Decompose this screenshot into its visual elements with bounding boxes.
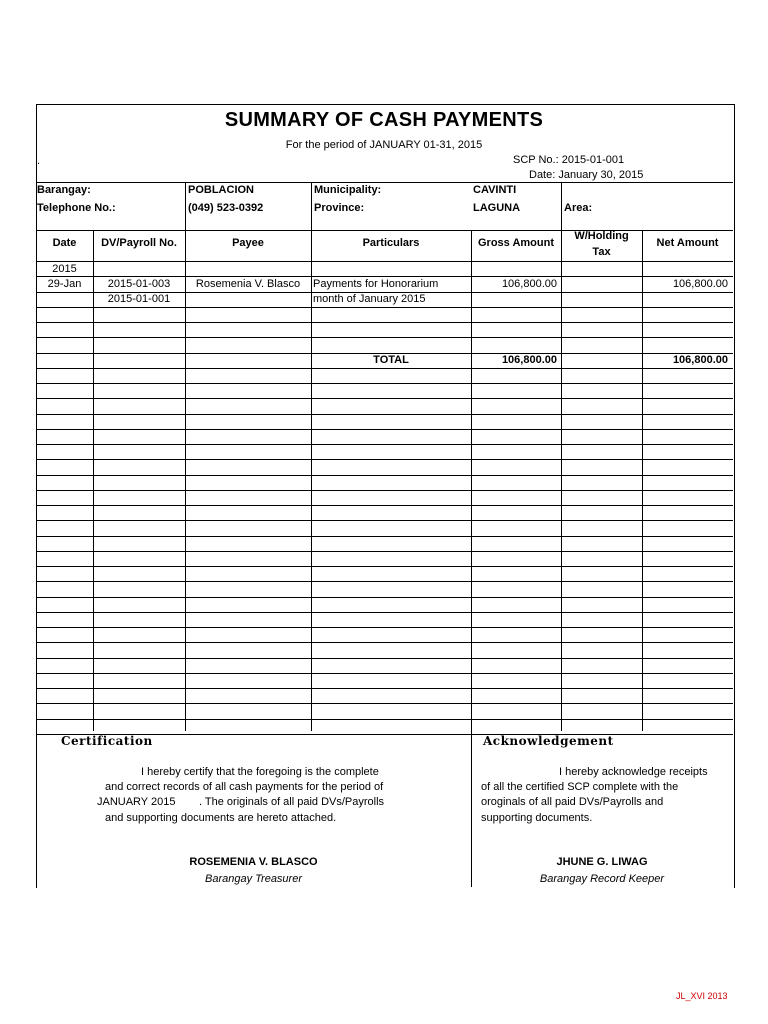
table-column-rule: [311, 230, 312, 731]
table-row-rule: [36, 581, 733, 582]
table-row-rule: [36, 688, 733, 689]
barangay-value: POBLACION: [188, 184, 254, 196]
table-row-rule: [36, 642, 733, 643]
table-row-rule: [36, 703, 733, 704]
table-row-rule: [36, 612, 733, 613]
barangay-label: Barangay:: [37, 184, 91, 196]
cell-dv: 2015-01-001: [107, 293, 171, 305]
column-header-payee: Payee: [232, 237, 264, 249]
treasurer-name: ROSEMENIA V. BLASCO: [189, 856, 318, 868]
acknowledgement-title: Acknowledgement: [483, 734, 614, 748]
cell-dv: 2015-01-003: [107, 278, 171, 290]
table-row-rule: [36, 551, 733, 552]
cell-payee: Rosemenia V. Blasco: [195, 278, 301, 290]
column-header-gross: Gross Amount: [478, 237, 554, 249]
certification-period: JANUARY 2015: [97, 796, 176, 808]
info-top-rule: [36, 182, 733, 183]
table-row-rule: [36, 337, 733, 338]
cell-particulars: month of January 2015: [313, 293, 426, 305]
table-row-rule: [36, 398, 733, 399]
column-header-particulars: Particulars: [362, 237, 420, 249]
table-column-rule: [561, 230, 562, 731]
cell-gross: 106,800.00: [501, 278, 557, 290]
footer-code: JL_XVI 2013: [676, 991, 728, 1001]
table-row-rule: [36, 414, 733, 415]
certification-text: and correct records of all cash payments for the period of: [105, 781, 384, 793]
treasurer-role: Barangay Treasurer: [204, 873, 302, 885]
certification-text: and supporting documents are hereto attached.: [105, 812, 337, 824]
info-divider: [311, 182, 312, 230]
acknowledgement-text: I hereby acknowledge receipts: [559, 766, 708, 778]
table-row-rule: [36, 673, 733, 674]
info-divider: [185, 182, 186, 230]
column-header-wtax: W/Holding: [574, 230, 629, 242]
table-row-rule: [36, 368, 733, 369]
table-row-rule: [36, 475, 733, 476]
table-header-rule: [36, 261, 733, 262]
table-row-rule: [36, 627, 733, 628]
total-gross: 106,800.00: [501, 354, 557, 366]
cell-date: 29-Jan: [47, 278, 82, 290]
acknowledgement-text: oroginals of all paid DVs/Payrolls and: [481, 796, 664, 808]
table-row-rule: [36, 520, 733, 521]
telephone-label: Telephone No.:: [37, 202, 116, 214]
table-row-rule: [36, 429, 733, 430]
document-date: Date: January 30, 2015: [529, 169, 644, 181]
municipality-value: CAVINTI: [473, 184, 517, 196]
certification-text: I hereby certify that the foregoing is the complete: [141, 766, 379, 778]
table-row-rule: [36, 505, 733, 506]
acknowledgement-text: of all the certified SCP complete with the: [481, 781, 679, 793]
table-row-rule: [36, 444, 733, 445]
table-row-rule: [36, 719, 733, 720]
table-column-rule: [642, 230, 643, 731]
info-divider: [561, 182, 562, 230]
telephone-value: (049) 523-0392: [188, 202, 264, 214]
period-text: For the period of JANUARY 01-31, 2015: [285, 139, 483, 151]
table-row-rule: [36, 658, 733, 659]
column-header-net: Net Amount: [656, 237, 719, 249]
column-header-dv: DV/Payroll No.: [101, 237, 177, 249]
cell-net: 106,800.00: [672, 278, 728, 290]
cell-date: 2015: [52, 263, 77, 275]
table-row-rule: [36, 566, 733, 567]
certification-title: Certification: [61, 734, 153, 748]
record-keeper-role: Barangay Record Keeper: [539, 873, 665, 885]
total-net: 106,800.00: [672, 354, 728, 366]
area-label: Area:: [564, 202, 593, 214]
scp-number: SCP No.: 2015-01-001: [513, 154, 625, 166]
province-label: Province:: [314, 202, 365, 214]
record-keeper-name: JHUNE G. LIWAG: [556, 856, 648, 868]
table-row-rule: [36, 597, 733, 598]
table-row-rule: [36, 490, 733, 491]
cell-particulars: Payments for Honorarium: [313, 278, 439, 290]
table-column-rule: [185, 230, 186, 731]
table-row-rule: [36, 307, 733, 308]
table-row-rule: [36, 536, 733, 537]
municipality-label: Municipality:: [314, 184, 382, 196]
total-label: TOTAL: [373, 354, 409, 366]
page-title: SUMMARY OF CASH PAYMENTS: [224, 109, 544, 131]
acknowledgement-text: supporting documents.: [481, 812, 593, 824]
table-row-rule: [36, 383, 733, 384]
table-row-rule: [36, 322, 733, 323]
province-value: LAGUNA: [473, 202, 521, 214]
dot-mark: .: [37, 155, 41, 167]
column-header-date: Date: [52, 237, 77, 249]
table-column-rule: [471, 230, 472, 731]
certification-text: . The originals of all paid DVs/Payrolls: [199, 796, 385, 808]
column-header-wtax: Tax: [592, 246, 611, 258]
table-row-rule: [36, 459, 733, 460]
